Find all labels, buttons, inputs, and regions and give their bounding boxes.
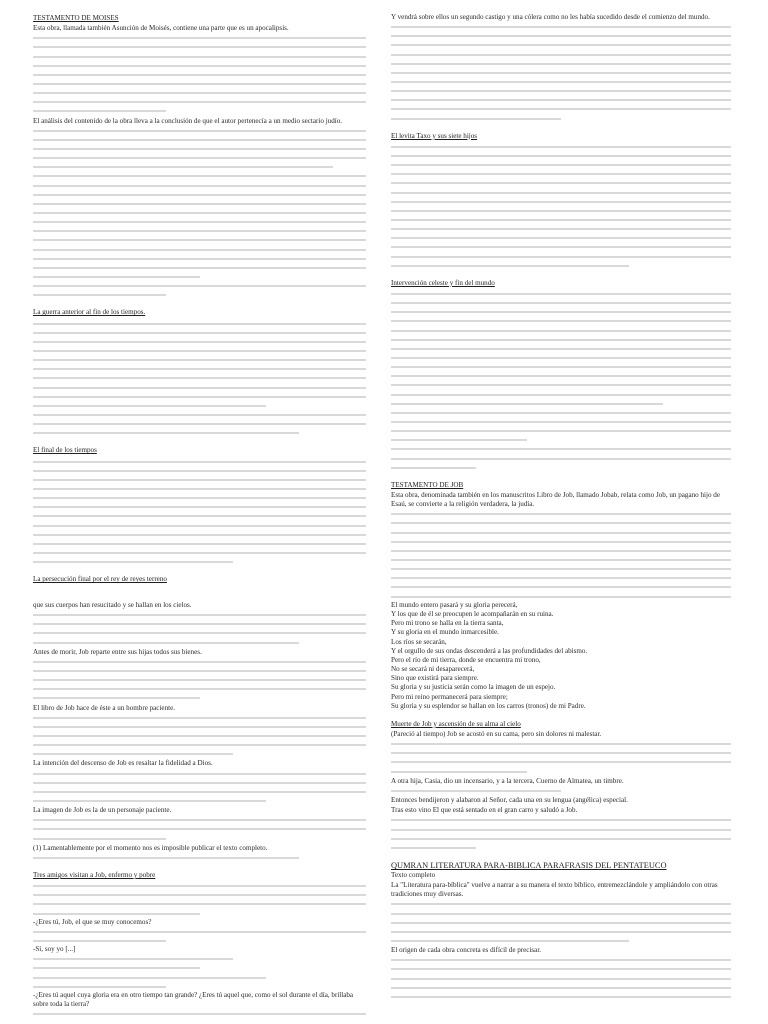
paragraph (391, 13, 731, 123)
text-line (33, 722, 366, 731)
text-line (33, 731, 366, 740)
paragraph (33, 319, 366, 438)
text-line (391, 353, 731, 362)
paragraph (33, 601, 366, 647)
paragraph-text: El análisis del contenido de la obra lleva a la conclusión de que el autor pertenecía a un medio sectario judío. (33, 116, 343, 125)
text-line (33, 638, 366, 647)
text-line (391, 899, 731, 908)
text-line (33, 70, 366, 79)
paragraph (391, 730, 731, 776)
paragraph (33, 844, 366, 862)
spacer (391, 123, 731, 129)
text-line (33, 475, 366, 484)
text-line (33, 144, 366, 153)
text-line (33, 927, 366, 936)
spacer (391, 472, 731, 478)
text-line (33, 666, 366, 675)
paragraph (391, 806, 731, 852)
text-line (391, 22, 731, 31)
text-line (391, 399, 731, 408)
text-line (391, 454, 731, 463)
text-line (33, 787, 366, 796)
section-heading: La persecución final por el rey de reyes terreno (33, 575, 167, 584)
text-line (391, 169, 731, 178)
text-line (33, 42, 366, 51)
paragraph-text: El libro de Job hace de éste a un hombre paciente. (33, 703, 176, 712)
text-line (33, 973, 366, 982)
spacer (33, 566, 366, 572)
text-line (33, 383, 366, 392)
poem-line: Pero mi trono se halla en la tierra santa, (391, 619, 504, 628)
poem-line: Sino que existirá para siempre. (391, 674, 479, 683)
text-line (33, 199, 366, 208)
text-line (33, 713, 366, 722)
text-line (391, 739, 731, 748)
text-line (33, 824, 366, 833)
text-line (33, 52, 366, 61)
text-line (33, 493, 366, 502)
text-line (391, 142, 731, 151)
column-top-right (391, 12, 731, 557)
paragraph-text: (Pareció al tiempo) Job se acostó en su cama, pero sin dolores ni malestar. (391, 730, 602, 739)
paragraph-text: que sus cuerpos han resucitado y se hallan en los cielos. (33, 601, 192, 609)
text-line (33, 153, 366, 162)
text-line (391, 307, 731, 316)
text-line (391, 518, 731, 527)
text-line (391, 964, 731, 973)
text-line (33, 530, 366, 539)
paragraph-text: Entonces bendijeron y alabaron al Señor, cada una en su lengua (angélica) especial. (391, 796, 628, 805)
spacer (33, 862, 366, 868)
paragraph (33, 704, 366, 759)
text-line (33, 319, 366, 328)
paragraph-text: La imagen de Job es la de un personaje paciente. (33, 806, 172, 815)
text-line (33, 899, 366, 908)
text-line (33, 466, 366, 475)
spacer (391, 852, 731, 858)
text-line (391, 104, 731, 113)
paragraph (391, 491, 731, 601)
text-line (33, 428, 366, 437)
text-line (33, 208, 366, 217)
text-line (391, 767, 731, 776)
paragraph (391, 289, 731, 472)
text-line (391, 786, 731, 795)
paragraph (33, 759, 366, 805)
text-line (391, 242, 731, 251)
section-heading: QUMRAN LITERATURA PARA-BIBLICA PARAFRASIS DEL PENTATEUCO (391, 860, 667, 870)
text-line (33, 936, 366, 945)
text-line (33, 355, 366, 364)
poem-line: Y su gloria en el mundo inmarcesible. (391, 628, 499, 637)
text-line (33, 548, 366, 557)
text-line (391, 555, 731, 564)
text-line (33, 963, 366, 972)
text-line (33, 954, 366, 963)
text-line (33, 281, 366, 290)
text-line (33, 162, 366, 171)
text-line (391, 426, 731, 435)
paragraph (391, 777, 731, 795)
text-line (391, 380, 731, 389)
text-line (33, 557, 366, 566)
paragraph (391, 796, 731, 805)
text-line (33, 217, 366, 226)
text-line (33, 657, 366, 666)
poem (391, 601, 731, 711)
text-line (33, 740, 366, 749)
text-line (391, 86, 731, 95)
text-line (33, 190, 366, 199)
text-line (33, 171, 366, 180)
section-heading: El final de los tiempos (33, 446, 97, 455)
text-line (33, 982, 366, 991)
text-line (391, 444, 731, 453)
paragraph (33, 881, 366, 1018)
text-line (391, 417, 731, 426)
text-line (391, 918, 731, 927)
text-line (391, 68, 731, 77)
paragraph-text: Y vendrá sobre ellos un segundo castigo y una cólera como no les había sucedido desde el comienzo del mundo. (391, 13, 710, 21)
text-line (33, 675, 366, 684)
text-line (33, 106, 366, 115)
text-line (391, 815, 731, 824)
text-line (391, 40, 731, 49)
text-line (391, 160, 731, 169)
text-line (33, 521, 366, 530)
poem-line: Pero mi reino permanecerá para siempre; (391, 692, 508, 701)
section-heading: El levita Taxo y sus siete hijos (391, 131, 478, 140)
text-line (391, 335, 731, 344)
text-line (33, 392, 366, 401)
text-line (391, 206, 731, 215)
text-line (391, 757, 731, 766)
text-line (33, 235, 366, 244)
text-line (33, 909, 366, 918)
text-line (33, 88, 366, 97)
text-line (391, 298, 731, 307)
text-line (391, 362, 731, 371)
text-line (33, 346, 366, 355)
text-line (33, 419, 366, 428)
text-line (33, 401, 366, 410)
text-line (391, 748, 731, 757)
paragraph (391, 881, 731, 945)
spacer (391, 711, 731, 717)
text-line (391, 178, 731, 187)
text-line (33, 853, 366, 862)
text-line (391, 188, 731, 197)
poem-line: Y el orgullo de sus ondas descenderá a las profundidades del abismo. (391, 646, 588, 655)
text-line (391, 326, 731, 335)
section-heading: Muerte de Job y ascensión de su alma al cielo (391, 719, 521, 728)
text-line (391, 936, 731, 945)
text-line (33, 619, 366, 628)
poem-line: Pero el río de mi tierra, donde se encuentra mi trono, (391, 655, 541, 664)
text-line (33, 511, 366, 520)
text-line (33, 749, 366, 758)
text-line (33, 328, 366, 337)
text-line (33, 778, 366, 787)
poem-line: Y los que de él se preocupen le acompañarán en su ruina. (391, 610, 554, 619)
text-line (33, 263, 366, 272)
paragraph-text: La intención del descenso de Job es resaltar la fidelidad a Dios. (33, 759, 213, 768)
text-line (391, 927, 731, 936)
spacer (391, 270, 731, 276)
text-line (391, 59, 731, 68)
text-line (391, 316, 731, 325)
text-line (391, 344, 731, 353)
text-line (391, 983, 731, 992)
section-heading: TESTAMENTO DE MOISES (33, 14, 119, 22)
text-line (391, 224, 731, 233)
text-line (391, 435, 731, 444)
section-heading: La guerra anterior al fin de los tiempos. (33, 308, 146, 317)
text-line (391, 197, 731, 206)
paragraph-text: Tras esto vino El que está sentado en el gran carro y saludó a Job. (391, 806, 578, 815)
text-line (33, 337, 366, 346)
text-line (391, 825, 731, 834)
column-bottom-left (33, 600, 366, 1024)
dialogue-line: -¿Eres tú aquel cuya gloria era en otro tiempo tan grande? ¿Eres tú aquel que, como el sol durante el día, brillaba sobre toda la tierra? (33, 990, 354, 1009)
paragraph-text: (1) Lamentablemente por el momento nos es imposible publicar el texto completo. (33, 843, 268, 852)
text-line (33, 364, 366, 373)
text-line (391, 371, 731, 380)
text-line (391, 834, 731, 843)
text-line (33, 61, 366, 70)
text-line (391, 463, 731, 472)
text-line (33, 815, 366, 824)
paragraph (391, 142, 731, 270)
column-top-left (33, 12, 366, 584)
spacer (33, 437, 366, 443)
text-line (33, 33, 366, 42)
text-line (391, 528, 731, 537)
text-line (391, 95, 731, 104)
text-line (33, 272, 366, 281)
dialogue-line: -Sí, soy yo [...] (33, 945, 76, 954)
text-line (33, 502, 366, 511)
text-line (33, 373, 366, 382)
paragraph-text: Esta obra, denominada también en los manuscritos Libro de Job, llamado Jobab, relata como Job, un pagano hijo de Esaú, se convierte a la religión verdadera, la judía. (391, 490, 720, 509)
text-line (391, 564, 731, 573)
text-line (33, 628, 366, 637)
poem-line: Su gloria y su esplendor se hallan en los carros (tronos) de mi Padre. (391, 701, 586, 710)
text-line (33, 539, 366, 548)
text-line (391, 77, 731, 86)
text-line (33, 410, 366, 419)
text-line (391, 50, 731, 59)
paragraph-text: La "Literatura para-bíblica" vuelve a narrar a su manera el texto bíblico, entremezclándole y ampliándolo con otras tradiciones muy diversas. (391, 881, 718, 899)
text-line (33, 457, 366, 466)
section-subtitle: Texto completo (391, 870, 436, 879)
text-line (391, 252, 731, 261)
text-line (391, 289, 731, 298)
text-line (391, 31, 731, 40)
text-line (391, 955, 731, 964)
text-line (391, 573, 731, 582)
text-line (33, 796, 366, 805)
text-line (391, 843, 731, 852)
text-line (33, 245, 366, 254)
text-line (391, 974, 731, 983)
poem-line: Su gloria y su justicia serán como la imagen de un espejo. (391, 683, 556, 692)
spacer (33, 299, 366, 305)
text-line (391, 261, 731, 270)
text-line (33, 881, 366, 890)
text-line (391, 390, 731, 399)
text-line (33, 97, 366, 106)
text-line (33, 834, 366, 843)
text-line (391, 546, 731, 555)
text-line (33, 126, 366, 135)
paragraph-text: Antes de morir, Job reparte entre sus hijas todos sus bienes. (33, 647, 202, 656)
poem-line: El mundo entero pasará y su gloria perecerá, (391, 601, 518, 609)
paragraph (33, 457, 366, 567)
section-heading: Intervención celeste y fin del mundo (391, 278, 495, 287)
section-heading: TESTAMENTO DE JOB (391, 480, 464, 489)
text-line (391, 509, 731, 518)
text-line (33, 290, 366, 299)
section-heading: Tres amigos visitan a Job, enfermo y pobre (33, 871, 156, 880)
text-line (391, 537, 731, 546)
text-line (391, 582, 731, 591)
paragraph (33, 24, 366, 115)
paragraph (33, 117, 366, 300)
text-line (33, 684, 366, 693)
text-line (33, 693, 366, 702)
poem-line: Los ríos se secarán, (391, 637, 447, 646)
text-line (391, 408, 731, 417)
text-line (33, 1009, 366, 1018)
paragraph (33, 806, 366, 843)
column-bottom-right (391, 600, 731, 1024)
text-line (33, 254, 366, 263)
text-line (391, 114, 731, 123)
text-line (391, 992, 731, 1001)
text-line (33, 769, 366, 778)
text-line (33, 79, 366, 88)
text-line (33, 226, 366, 235)
text-line (391, 215, 731, 224)
dialogue-line: -¿Eres tú, Job, el que se muy conocemos? (33, 917, 152, 926)
paragraph-text: A otra hija, Casia, dio un incensario, y a la tercera, Cuerno de Almatea, un timbre. (391, 776, 624, 785)
text-line (391, 151, 731, 160)
text-line (391, 909, 731, 918)
paragraph-text: Esta obra, llamada también Asunción de Moisés, contiene una parte que es un apocalipsis. (33, 24, 289, 33)
poem-line: No se secará ni desaparecerá, (391, 665, 475, 674)
paragraph-text: El origen de cada obra concreta es difícil de precisar. (391, 946, 542, 955)
text-line (33, 135, 366, 144)
text-line (33, 610, 366, 619)
text-line (33, 484, 366, 493)
text-line (33, 181, 366, 190)
paragraph (391, 946, 731, 1001)
text-line (391, 233, 731, 242)
paragraph (33, 648, 366, 703)
text-line (33, 890, 366, 899)
